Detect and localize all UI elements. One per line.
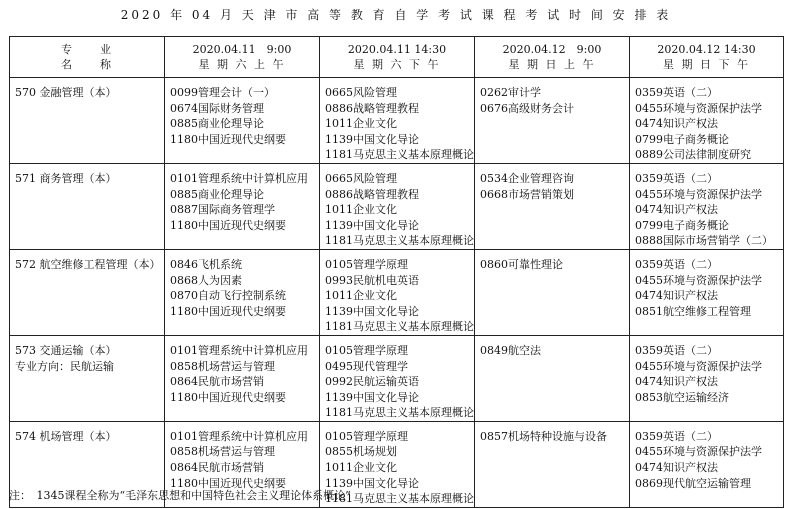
course-item: 1139中国文化导论 [325,390,419,404]
course-item: 0359英语（二） [635,171,718,185]
course-item: 0262审计学 [480,86,541,99]
course-item: 0864民航市场营销 [170,375,264,389]
major-cell [10,78,165,164]
course-item: 0474知识产权法 [635,289,718,303]
course-item: 0885商业伦理导论 [170,117,264,131]
course-item: 1180中国近现代史纲要 [170,218,286,232]
table-header-row [10,37,784,78]
major-header [10,37,165,78]
session-cell [475,335,630,421]
session-date: 2020.04.12 9:00 [502,43,602,56]
session-cell [165,249,320,335]
course-item: 0359英语（二） [635,343,718,357]
session-header-2 [320,37,475,78]
course-item: 0993民航机电英语 [325,273,419,287]
table-row [10,249,784,335]
table-row [10,78,784,164]
course-item: 0665风险管理 [325,171,397,185]
course-item: 0846飞机系统 [170,257,242,271]
session-cell [475,421,630,507]
course-item: 1181马克思主义基本原理概论 [325,320,474,334]
course-item: 0860可靠性理论 [480,257,563,271]
exam-schedule-table [9,36,784,508]
major-name: 571 商务管理（本） [15,171,117,185]
session-cell [475,78,630,164]
session-cell [165,163,320,249]
major-cell [10,335,165,421]
session-cell [165,78,320,164]
session-header-1 [165,37,320,78]
course-item: 0101管理系统中计算机应用 [170,343,308,357]
course-item: 1139中国文化导论 [325,304,419,318]
course-item: 1139中国文化导论 [325,218,419,232]
course-item: 0853航空运输经济 [635,390,729,404]
footnote: 注： 1345课程全称为“毛泽东思想和中国特色社会主义理论体系概论” [9,489,351,502]
major-header-line2: 名 称 [61,58,113,71]
course-item: 0849航空法 [480,343,541,357]
course-item: 0455环境与资源保护法学 [635,359,762,373]
course-item: 0851航空维修工程管理 [635,304,751,318]
course-item: 0886战略管理教程 [325,187,419,201]
course-item: 1011企业文化 [325,289,397,303]
session-label: 星 期 日 上 午 [508,58,596,71]
course-item: 0495现代管理学 [325,359,408,373]
course-item: 1180中国近现代史纲要 [170,304,286,318]
course-item: 1180中国近现代史纲要 [170,476,286,490]
course-item: 1181马克思主义基本原理概论 [325,406,474,420]
course-item: 0885商业伦理导论 [170,187,264,201]
session-cell [320,335,475,421]
course-item: 0455环境与资源保护法学 [635,101,762,115]
course-item: 0855机场规划 [325,445,397,459]
course-item: 1180中国近现代史纲要 [170,390,286,404]
table-row [10,163,784,249]
session-header-3 [475,37,630,78]
session-cell [630,335,784,421]
table-row [10,335,784,421]
session-cell [630,249,784,335]
session-cell [630,78,784,164]
course-item: 0858机场营运与管理 [170,445,275,459]
course-item: 1011企业文化 [325,461,397,475]
course-item: 0799电子商务概论 [635,132,729,146]
course-item: 1139中国文化导论 [325,476,419,490]
course-item: 0888国际市场营销学（二） [635,234,773,248]
course-item: 0665风险管理 [325,86,397,99]
course-item: 0886战略管理教程 [325,101,419,115]
session-cell [630,421,784,507]
session-label: 星 期 六 上 午 [198,58,286,71]
course-item: 1181马克思主义基本原理概论 [325,492,474,506]
course-item: 0674国际财务管理 [170,101,264,115]
course-item: 0101管理系统中计算机应用 [170,429,308,443]
major-header-line1: 专 业 [61,43,113,56]
major-name: 572 航空维修工程管理（本） [15,257,161,271]
course-item: 0099管理会计（一） [170,86,275,99]
course-item: 0474知识产权法 [635,117,718,131]
course-item: 0864民航市场营销 [170,461,264,475]
major-name: 570 金融管理（本） [15,86,117,99]
course-item: 1181马克思主义基本原理概论 [325,148,474,162]
course-item: 0101管理系统中计算机应用 [170,171,308,185]
course-item: 0857机场特种设施与设备 [480,429,607,443]
session-label: 星 期 日 下 午 [663,58,750,71]
page-title: 2020 年 04 月 天 津 市 高 等 教 育 自 学 考 试 课 程 考 试 时 间 安 排 表 [120,8,672,22]
course-item: 0668市场营销策划 [480,187,574,201]
course-item: 0105管理学原理 [325,343,408,357]
course-item: 1180中国近现代史纲要 [170,132,286,146]
session-cell [475,163,630,249]
course-item: 0868人为因素 [170,273,242,287]
session-cell [165,335,320,421]
major-cell [10,163,165,249]
course-item: 0455环境与资源保护法学 [635,273,762,287]
session-cell [320,249,475,335]
course-item: 1011企业文化 [325,117,397,131]
course-item: 0474知识产权法 [635,375,718,389]
session-header-4 [630,37,784,78]
course-item: 0455环境与资源保护法学 [635,445,762,459]
course-item: 1011企业文化 [325,203,397,217]
table-body [10,78,784,508]
course-item: 0474知识产权法 [635,461,718,475]
major-name: 573 交通运输（本） [15,343,117,357]
course-item: 0992民航运输英语 [325,375,419,389]
course-item: 0105管理学原理 [325,257,408,271]
course-item: 0870自动飞行控制系统 [170,289,286,303]
session-date: 2020.04.11 14:30 [347,43,447,56]
course-item: 0534企业管理咨询 [480,171,574,185]
session-cell [630,163,784,249]
course-item: 0455环境与资源保护法学 [635,187,762,201]
major-cell [10,249,165,335]
session-cell [475,249,630,335]
course-item: 0359英语（二） [635,429,718,443]
course-item: 0889公司法律制度研究 [635,148,751,162]
session-label: 星 期 六 下 午 [353,58,441,71]
course-item: 0359英语（二） [635,257,718,271]
session-date: 2020.04.12 14:30 [657,43,756,56]
course-item: 0474知识产权法 [635,203,718,217]
session-cell [320,78,475,164]
course-item: 0869现代航空运输管理 [635,476,751,490]
course-item: 1181马克思主义基本原理概论 [325,234,474,248]
session-cell [320,163,475,249]
session-date: 2020.04.11 9:00 [192,43,292,56]
course-item: 1139中国文化导论 [325,132,419,146]
course-item: 0887国际商务管理学 [170,203,275,217]
course-item: 0799电子商务概论 [635,218,729,232]
course-item: 0676高级财务会计 [480,101,574,115]
major-name: 专业方向：民航运输 [15,359,114,373]
major-name: 574 机场管理（本） [15,429,117,443]
course-item: 0359英语（二） [635,86,718,99]
course-item: 0858机场营运与管理 [170,359,275,373]
course-item: 0105管理学原理 [325,429,408,443]
